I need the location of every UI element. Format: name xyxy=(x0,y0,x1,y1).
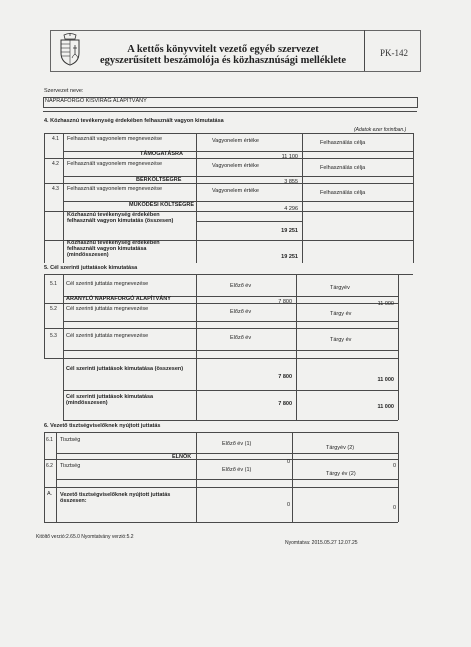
row-4-1-col2: Vagyonelem értéke xyxy=(212,138,259,144)
row-6-1-cur-label: Tárgyév (2) xyxy=(326,445,355,451)
form-code: PK-142 xyxy=(379,48,408,58)
row-4-2-col3: Felhasználás célja xyxy=(320,165,366,171)
row-6-1-prev-label: Előző év (1) xyxy=(222,441,252,447)
row-5-2-prev-label: Előző év xyxy=(230,309,252,315)
row-4-2-label: Felhasznált vagyonelem megnevezése xyxy=(67,161,163,167)
row-6-2-cur-label: Tárgy év (2) xyxy=(326,471,356,477)
footer-version: Kitöltő verzió:2.65.0 Nyomtatvány verzió:5.2 xyxy=(36,534,134,540)
section5-total2-cur: 11 000 xyxy=(377,404,394,410)
section6-total-cur: 0 xyxy=(392,505,396,511)
coat-of-arms-icon xyxy=(58,33,82,66)
section5-total1-label: Cél szerinti juttatások kimutatása (összesen) xyxy=(66,366,184,372)
row-4-3-num: 4.3 xyxy=(52,186,59,192)
row-5-3-num: 5.3 xyxy=(50,333,57,339)
row-5-2-label: Cél szerinti juttatás megnevezése xyxy=(66,306,149,312)
section4-total1-label: Közhasznú tevékenység érdekében felhasznált vagyon kimutatás (összesen) xyxy=(67,212,174,224)
row-5-1-prev: 7 800 xyxy=(278,299,292,305)
section4-total2-value: 19 251 xyxy=(281,254,298,260)
row-4-1-item: TÁMOGATÁSRA xyxy=(140,151,183,157)
row-4-3-label: Felhasznált vagyonelem megnevezése xyxy=(67,186,163,192)
row-6-2-num: 6.2 xyxy=(46,463,53,469)
row-6-1-cur: 0 xyxy=(392,463,396,469)
row-4-1-col3: Felhasználás célja xyxy=(320,140,366,146)
row-5-1-label: Cél szerinti juttatás megnevezése xyxy=(66,281,149,287)
section6-title: 6. Vezető tisztségviselőknek nyújtott juttatás xyxy=(44,423,161,429)
row-6-1-label: Tisztség xyxy=(60,437,81,443)
row-5-1-cur-label: Tárgyév xyxy=(330,285,350,291)
footer-printed: Nyomtatva: 2015.05.27 12.07.25 xyxy=(285,540,358,546)
section5-total1-prev: 7 800 xyxy=(278,374,292,380)
org-label: Szervezet neve: xyxy=(44,88,84,94)
row-4-1-label: Felhasznált vagyonelem megnevezése xyxy=(67,136,163,142)
row-4-3-col2: Vagyonelem értéke xyxy=(212,188,259,194)
section6-total-num: A. xyxy=(47,491,53,497)
row-4-2-col2: Vagyonelem értéke xyxy=(212,163,259,169)
row-5-1-item: ARANYLÓ NAPRAFORGÓ ALAPÍTVÁNY xyxy=(66,296,171,302)
row-4-1-value: 11 100 xyxy=(281,154,298,160)
row-6-1-item: ELNÖK xyxy=(172,454,192,460)
org-name: NAPRAFORGÓ KISVIRÁG ALAPÍTVÁNY xyxy=(45,98,147,104)
section6-total-prev: 0 xyxy=(286,502,290,508)
section6-total-label: Vezető tisztségviselőknek nyújtott juttatás összesen: xyxy=(60,492,171,504)
section5-total2-label: Cél szerinti juttatások kimutatása (mindösszesen) xyxy=(66,394,154,406)
row-5-1-num: 5.1 xyxy=(50,281,57,287)
section4-total1-value: 19 251 xyxy=(281,228,298,234)
row-5-3-cur-label: Tárgy év xyxy=(330,337,352,343)
unit-note: (Adatok ezer forintban.) xyxy=(354,127,407,133)
row-5-1-prev-label: Előző év xyxy=(230,283,252,289)
row-4-3-col3: Felhasználás célja xyxy=(320,190,366,196)
row-6-2-prev-label: Előző év (1) xyxy=(222,467,252,473)
row-6-1-prev: 0 xyxy=(286,459,290,465)
section4-title: 4. Közhasznú tevékenység érdekében felhasznált vagyon kimutatása xyxy=(44,118,224,124)
row-5-2-num: 5.2 xyxy=(50,306,57,312)
form-title: A kettős könyvvitelt vezető egyéb szervezet egyszerűsített beszámolója és közhasznúsági melléklete xyxy=(99,44,347,66)
row-4-1-num: 4.1 xyxy=(52,136,59,142)
row-4-2-value: 3 855 xyxy=(284,179,298,185)
section5-title: 5. Cél szerinti juttatások kimutatása xyxy=(44,265,138,271)
row-5-2-cur-label: Tárgy év xyxy=(330,311,352,317)
section4-total2-label: Közhasznú tevékenység érdekében felhasznált vagyon kimutatása (mindösszesen) xyxy=(67,240,160,258)
row-4-3-value: 4 296 xyxy=(284,206,298,212)
row-6-2-label: Tisztség xyxy=(60,463,81,469)
row-4-3-item: MŰKÖDÉSI KÖLTSÉGRE xyxy=(129,202,194,208)
row-4-2-num: 4.2 xyxy=(52,161,59,167)
row-5-3-prev-label: Előző év xyxy=(230,335,252,341)
section5-total2-prev: 7 800 xyxy=(278,401,292,407)
row-4-2-item: BÉRKÖLTSÉGRE xyxy=(136,177,182,183)
section5-total1-cur: 11 000 xyxy=(377,377,394,383)
row-5-1-cur: 11 000 xyxy=(377,301,394,307)
row-5-3-label: Cél szerinti juttatás megnevezése xyxy=(66,333,149,339)
row-6-1-num: 6.1 xyxy=(46,437,53,443)
